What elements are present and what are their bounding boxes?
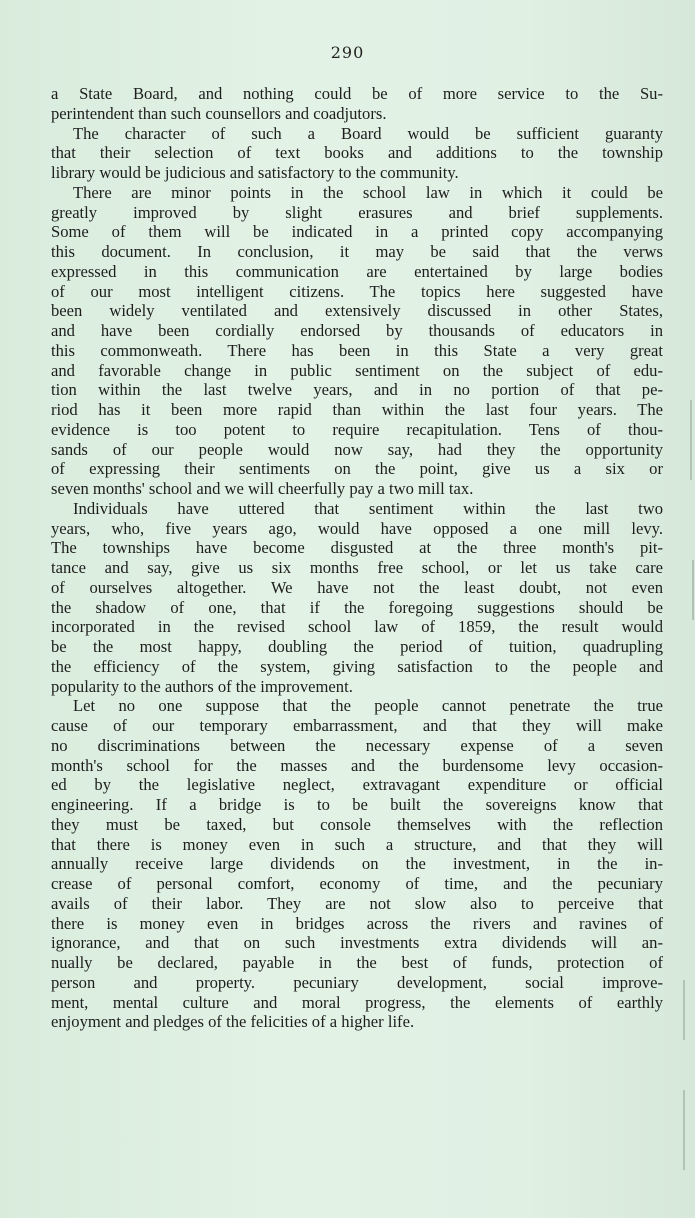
text-line: expressed in this communication are entertained by large bodies <box>51 261 663 281</box>
text-line: Some of them will be indicated in a printed copy accompanying <box>51 222 663 242</box>
text-line: annually receive large dividends on the investment, in the in- <box>51 854 663 874</box>
text-line: tion within the last twelve years, and in no portion of that pe- <box>51 380 663 400</box>
text-line: ignorance, and that on such investments extra dividends will an- <box>51 933 663 953</box>
page-edge-shadow <box>692 560 694 620</box>
text-line: incorporated in the revised school law of 1859, the result would <box>51 617 663 637</box>
paragraph <box>51 183 663 499</box>
page-edge-shadow <box>683 980 685 1040</box>
text-line: this commonweath. There has been in this State a very great <box>51 340 663 360</box>
text-line: and have been cordially endorsed by thousands of educators in <box>51 321 663 340</box>
text-line: they must be taxed, but console themselves with the reflection <box>51 814 663 834</box>
text-line: been widely ventilated and extensively discussed in other States, <box>51 301 663 321</box>
text-line: and favorable change in public sentiment on the subject of edu- <box>51 360 663 380</box>
text-line: the efficiency of the system, giving satisfaction to the people and <box>51 656 663 676</box>
text-line: evidence is too potent to require recapitulation. Tens of thou- <box>51 419 663 439</box>
text-line: Individuals have uttered that sentiment within the last two <box>73 498 663 518</box>
text-line: there is money even in bridges across the rivers and ravines of <box>51 913 663 933</box>
text-line: greatly improved by slight erasures and brief supplements. <box>51 202 663 222</box>
text-line: perintendent than such counsellors and coadjutors. <box>51 103 387 123</box>
text-line: that there is money even in such a structure, and that they will <box>51 834 663 854</box>
text-line: person and property. pecuniary development, social improve- <box>51 972 663 992</box>
text-line: of expressing their sentiments on the point, give us a six or <box>51 459 663 479</box>
body-text <box>51 84 663 1032</box>
text-line: of ourselves altogether. We have not the least doubt, not even <box>51 577 663 597</box>
text-line: There are minor points in the school law in which it could be <box>73 182 663 202</box>
text-line: tance and say, give us six months free school, or let us take care <box>51 558 663 577</box>
text-line: that their selection of text books and additions to the township <box>51 143 663 163</box>
text-line: sands of our people would now say, had they the opportunity <box>51 439 663 459</box>
text-line: avails of their labor. They are not slow also to perceive that <box>51 893 663 913</box>
paragraph <box>51 124 663 183</box>
text-line: The character of such a Board would be sufficient guaranty <box>73 123 663 143</box>
text-line: library would be judicious and satisfactory to the community. <box>51 163 459 182</box>
text-line: be the most happy, doubling the period of tuition, quadrupling <box>51 637 663 656</box>
text-line: no discriminations between the necessary expense of a seven <box>51 735 663 755</box>
page-edge-shadow <box>690 400 692 480</box>
text-line: of our most intelligent citizens. The topics here suggested have <box>51 281 663 301</box>
text-line: popularity to the authors of the improvement. <box>51 676 353 696</box>
text-line: ed by the legislative neglect, extravagant expenditure or official <box>51 775 663 795</box>
text-line: the shadow of one, that if the foregoing suggestions should be <box>51 597 663 617</box>
text-line: engineering. If a bridge is to be built the sovereigns know that <box>51 795 663 814</box>
text-line: seven months' school and we will cheerfully pay a two mill tax. <box>51 479 474 498</box>
text-line: a State Board, and nothing could be of more service to the Su- <box>51 84 663 103</box>
text-line: crease of personal comfort, economy of time, and the pecuniary <box>51 874 663 893</box>
text-line: Let no one suppose that the people cannot penetrate the true <box>73 696 663 716</box>
text-line: ment, mental culture and moral progress, the elements of earthly <box>51 992 663 1012</box>
paragraph <box>51 499 663 697</box>
paragraph <box>51 84 663 124</box>
text-line: years, who, five years ago, would have opposed a one mill levy. <box>51 518 663 538</box>
paragraph <box>51 696 663 1032</box>
text-line: enjoyment and pledges of the felicities of a higher life. <box>51 1012 415 1032</box>
text-line: The townships have become disgusted at the three month's pit- <box>51 538 663 558</box>
page-number: 290 <box>330 43 365 62</box>
page-edge-shadow <box>683 1090 685 1170</box>
text-line: cause of our temporary embarrassment, and that they will make <box>51 716 663 735</box>
text-line: this document. In conclusion, it may be said that the verws <box>51 242 663 261</box>
text-line: riod has it been more rapid than within the last four years. The <box>51 400 663 419</box>
text-line: nually be declared, payable in the best of funds, protection of <box>51 953 663 972</box>
text-line: month's school for the masses and the burdensome levy occasion- <box>51 755 663 775</box>
